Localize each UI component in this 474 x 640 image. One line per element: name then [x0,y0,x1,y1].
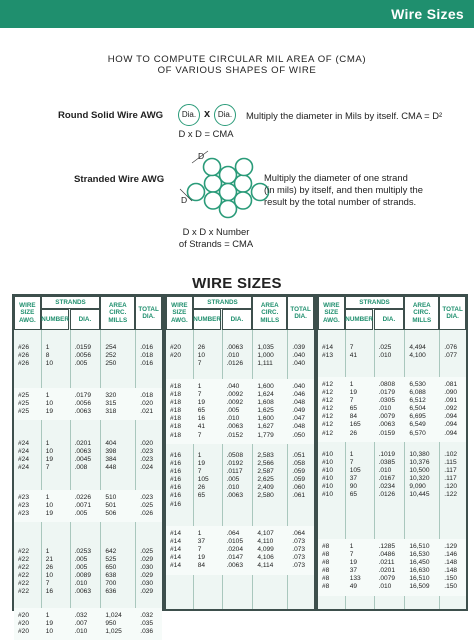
stranded-description-line-2: (in mils) by itself, and then multiply the [264,184,423,195]
cell-total-dia: .032 .035 .036 [140,612,154,636]
header-number: NUMBER [193,309,222,330]
cell-strand-dia: .0808 .0179 .0305 .010 .0079 .0063 .0159 [378,381,396,437]
header-dia: DIA. [222,309,253,330]
header-total-dia: TOTAL DIA. [135,296,162,330]
cell-wire-size: #14 #13 [322,344,334,360]
cell-wire-size: #18 #18 #18 #18 #18 #18 #18 [170,383,182,439]
cell-area: 1,600 1,624 1,608 1,625 1,600 1,627 1,779 [257,383,274,439]
header-area-circ-mills: AREA CIRC. MILLS [404,296,439,330]
cell-total-dia: .129 .146 .148 .148 .150 .150 [444,543,458,591]
cell-strand-number: 1 10 19 7 [45,440,54,472]
header-strands: STRANDS [193,296,253,309]
cell-area: 2,583 2,566 2,587 2,625 2,409 2,580 [257,452,274,500]
stranded-label: Stranded Wire AWG [74,174,165,185]
cell-total-dia: .039 .040 .040 [292,344,306,368]
cell-wire-size: #16 #16 #16 #16 #16 #16 #16 [170,452,182,508]
page-title: Wire Sizes [391,6,464,22]
cell-wire-size: #20 #20 [170,344,182,360]
cell-area: 10,380 10,376 10,500 10,320 9,090 10,445 [409,451,430,499]
round-formula: D x D = CMA [178,128,234,139]
cell-strand-number: 1 19 10 [45,612,54,636]
cell-total-dia: .081 .090 .091 .092 .094 .094 .094 [444,381,458,437]
header-dia: DIA. [374,309,405,330]
cell-strand-dia: .025 .010 [378,344,392,360]
cell-area: 16,510 16,530 16,450 16,630 16,510 16,509 [409,543,430,591]
cell-area: 1,024 950 1,025 [105,612,122,636]
wire-size-table [12,294,468,636]
header-number: NUMBER [345,309,374,330]
header-area-circ-mills: AREA CIRC. MILLS [252,296,287,330]
strand-d-label-1: D [198,151,205,161]
cell-area: 642 525 650 638 700 636 [105,548,117,596]
table-title: WIRE SIZES [192,275,282,292]
column-divider [41,330,42,609]
header-dia: DIA. [70,309,101,330]
cell-area: 254 252 250 [105,344,117,368]
cell-total-dia: .016 .018 .016 [140,344,154,368]
header-total-dia: TOTAL DIA. [287,296,314,330]
cell-strand-dia: .0063 .010 .0126 [226,344,244,368]
header-wire-size-awg: WIRE SIZE AWG. [14,296,41,330]
cell-strand-dia: .0159 .0056 .005 [74,344,92,368]
cell-area: 404 398 384 448 [105,440,117,472]
diameter-circle-2: Dia. [214,104,236,126]
cell-strand-number: 1 7 19 65 16 41 7 [197,383,206,439]
cell-strand-number: 1 10 19 [45,494,54,518]
header-wire-size-awg: WIRE SIZE AWG. [318,296,345,330]
cell-strand-dia: .064 .0105 .0204 .0147 .0063 [226,530,244,570]
cell-wire-size: #23 #23 #23 [18,494,30,518]
header-total-dia: TOTAL DIA. [439,296,466,330]
strand-d-label-2: D [181,195,188,205]
cell-total-dia: .025 .029 .030 .029 .030 .029 [140,548,154,596]
header-number: NUMBER [41,309,70,330]
header-wire-size-awg: WIRE SIZE AWG. [166,296,193,330]
cell-strand-dia: .0226 .0071 .005 [74,494,92,518]
cell-strand-dia: .0253 .005 .005 .0089 .010 .0063 [74,548,92,596]
cell-strand-number: 7 41 [349,344,358,360]
header-area-circ-mills: AREA CIRC. MILLS [100,296,135,330]
cell-strand-number: 1 8 10 [45,344,54,368]
cell-area: 510 501 506 [105,494,117,518]
stranded-description-line-1: Multiply the diameter of one strand [264,172,408,183]
cell-wire-size: #24 #24 #24 #24 [18,440,30,472]
cell-strand-number: 1 19 7 105 26 65 [197,452,209,500]
cell-strand-number: 1 10 19 [45,392,54,416]
cell-strand-number: 1 37 7 19 84 [197,530,206,570]
cell-total-dia: .064 .073 .073 .073 .073 [292,530,306,570]
cell-wire-size: #20 #20 #20 [18,612,30,636]
stranded-wire-diagram [170,145,270,225]
cell-strand-number: 1 21 26 10 7 16 [45,548,54,596]
cell-strand-dia: .1285 .0486 .0211 .0201 .0079 .010 [378,543,396,591]
cell-strand-number: 1 7 105 37 90 65 [349,451,361,499]
column-divider [70,330,71,609]
cell-area: 4,107 4,110 4,099 4,106 4,114 [257,530,274,570]
cell-strand-dia: .032 .007 .010 [74,612,88,636]
column-divider [135,330,136,609]
cell-total-dia: .076 .077 [444,344,458,360]
round-description: Multiply the diameter in Mils by itself. CMA = D² [246,110,443,121]
cell-strand-dia: .1019 .0385 .010 .0167 .0234 .0126 [378,451,396,499]
cell-wire-size: #25 #25 #25 [18,392,30,416]
cell-strand-dia: .040 .0092 .0092 .005 .010 .0063 .0152 [226,383,244,439]
header-strands: STRANDS [345,296,405,309]
cell-wire-size: #10 #10 #10 #10 #10 #10 [322,451,334,499]
cell-wire-size: #26 #26 #26 [18,344,30,368]
cell-area: 6,530 6,088 6,512 6,504 6,695 6,549 6,570 [409,381,426,437]
diameter-circle-1: Dia. [178,104,200,126]
cell-strand-dia: .0179 .0056 .0063 [74,392,92,416]
cell-strand-number: 26 10 7 [197,344,206,368]
cell-wire-size: #12 #12 #12 #12 #12 #12 #12 [322,381,334,437]
cell-total-dia: .051 .058 .059 .059 .060 .061 [292,452,306,500]
round-solid-label: Round Solid Wire AWG [58,110,164,121]
cell-area: 1,035 1,000 1,111 [257,344,274,368]
cell-total-dia: .023 .025 .026 [140,494,154,518]
times-symbol: x [204,108,211,120]
header-strands: STRANDS [41,296,101,309]
cell-total-dia: .018 .020 .021 [140,392,154,416]
intro-line-2: OF VARIOUS SHAPES OF WIRE [157,65,317,76]
column-divider [100,330,101,609]
cell-strand-number: 1 19 7 65 84 165 26 [349,381,361,437]
cell-total-dia: .102 .115 .117 .117 .120 .122 [444,451,458,499]
cell-wire-size: #8 #8 #8 #8 #8 #8 [322,543,330,591]
cell-wire-size: #14 #14 #14 #14 #14 [170,530,182,570]
cell-strand-dia: .0508 .0192 .0117 .005 .010 .0063 [226,452,244,500]
cell-total-dia: .020 .023 .023 .024 [140,440,154,472]
cell-area: 320 315 318 [105,392,117,416]
stranded-formula-line-2: of Strands = CMA [178,238,254,249]
cell-total-dia: .040 .046 .048 .049 .047 .048 .050 [292,383,306,439]
stranded-description-line-3: result by the total number of strands. [264,196,417,207]
cell-strand-dia: .0201 .0063 .0045 .008 [74,440,92,472]
stranded-formula-line-1: D x D x Number [182,226,250,237]
cell-wire-size: #22 #22 #22 #22 #22 #22 [18,548,30,596]
cell-area: 4,494 4,100 [409,344,426,360]
cell-strand-number: 1 7 19 37 133 49 [349,543,361,591]
intro-line-1: HOW TO COMPUTE CIRCULAR MIL AREA OF (CMA) [107,54,367,65]
